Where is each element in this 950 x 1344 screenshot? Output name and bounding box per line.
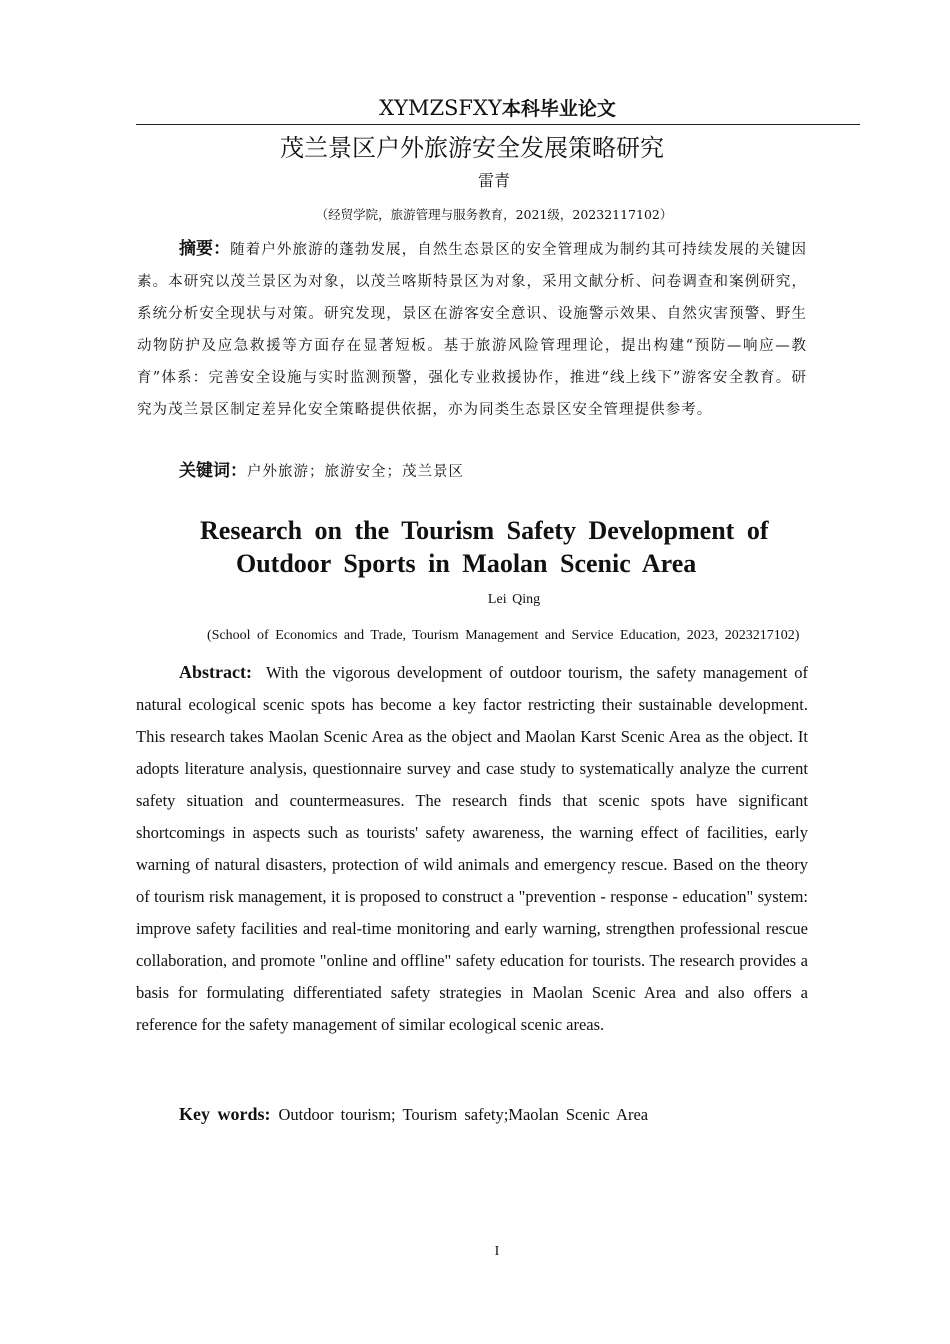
en-affiliation: (School of Economics and Trade, Tourism Management and Service Education, 2023, 2023217102) <box>207 628 800 643</box>
en-keywords-label: Key words: <box>179 1104 271 1124</box>
cn-keywords-text: 户外旅游；旅游安全；茂兰景区 <box>247 464 464 480</box>
header-rule <box>136 124 860 125</box>
cn-title: 茂兰景区户外旅游安全发展策略研究 <box>280 134 664 162</box>
en-keywords-text: Outdoor tourism; Tourism safety;Maolan Scenic Area <box>278 1105 649 1124</box>
en-abstract <box>136 656 808 1041</box>
cn-keywords <box>179 456 464 481</box>
cn-abstract <box>137 233 807 426</box>
en-abstract-label: Abstract: <box>179 662 252 682</box>
cn-author: 雷青 <box>477 171 510 190</box>
en-title-line1: Research on the Tourism Safety Development of <box>200 516 769 545</box>
running-header <box>136 94 859 121</box>
cn-keywords-label: 关键词： <box>179 461 247 481</box>
en-title-line2: Outdoor Sports in Maolan Scenic Area <box>236 549 697 578</box>
header-label: 本科毕业论文 <box>501 98 616 120</box>
en-author: Lei Qing <box>487 592 541 607</box>
page-number: I <box>494 1244 500 1259</box>
header-code: XYMZSFXY <box>379 96 502 120</box>
cn-affiliation: （经贸学院，旅游管理与服务教育，2021级，20232117102） <box>315 207 673 222</box>
cn-abstract-text: 随着户外旅游的蓬勃发展，自然生态景区的安全管理成为制约其可持续发展的关键因素。本研究以茂兰景区为对象，以茂兰喀斯特景区为对象，采用文献分析、问卷调查和案例研究，系统分析安全现状与对策。研究发现，景区在游客安全意识、设施警示效果、自然灾害预警、野生动物防护及应急救援等方面存在显著短板。基于旅游风险管理理论，提出构建“预防—响应—教育”体系：完善安全设施与实时监测预警，强化专业救援协作，推进“线上线下”游客安全教育。研究为茂兰景区制定差异化安全策略提供依据，亦为同类生态景区安全管理提供参考。 <box>137 242 808 418</box>
en-title <box>200 514 784 580</box>
en-abstract-text: With the vigorous development of outdoor tourism, the safety management of natural ecological scenic spots has become a key factor restricting their sustainable development. This research takes Maolan Scenic Area as the object and Maolan Karst Scenic Area as the object. It adopts literature analysis, questionnaire survey and case study to systematically analyze the current safety situation and countermeasures. The research finds that scenic spots have significant shortcomings in aspects such as tourists' safety awareness, the warning effect of facilities, early warning of natural disasters, protection of wild animals and emergency rescue. Based on the theory of tourism risk management, it is proposed to construct a "prevention - response - education" system: improve safety facilities and real-time monitoring and early warning, strengthen professional rescue collaboration, and promote "online and offline" safety education for tourists. The research provides a basis for formulating differentiated safety strategies in Maolan Scenic Area and also offers a reference for the safety management of similar ecological scenic areas. <box>136 663 808 1034</box>
en-keywords <box>179 1104 648 1125</box>
cn-abstract-label: 摘要： <box>179 239 231 259</box>
